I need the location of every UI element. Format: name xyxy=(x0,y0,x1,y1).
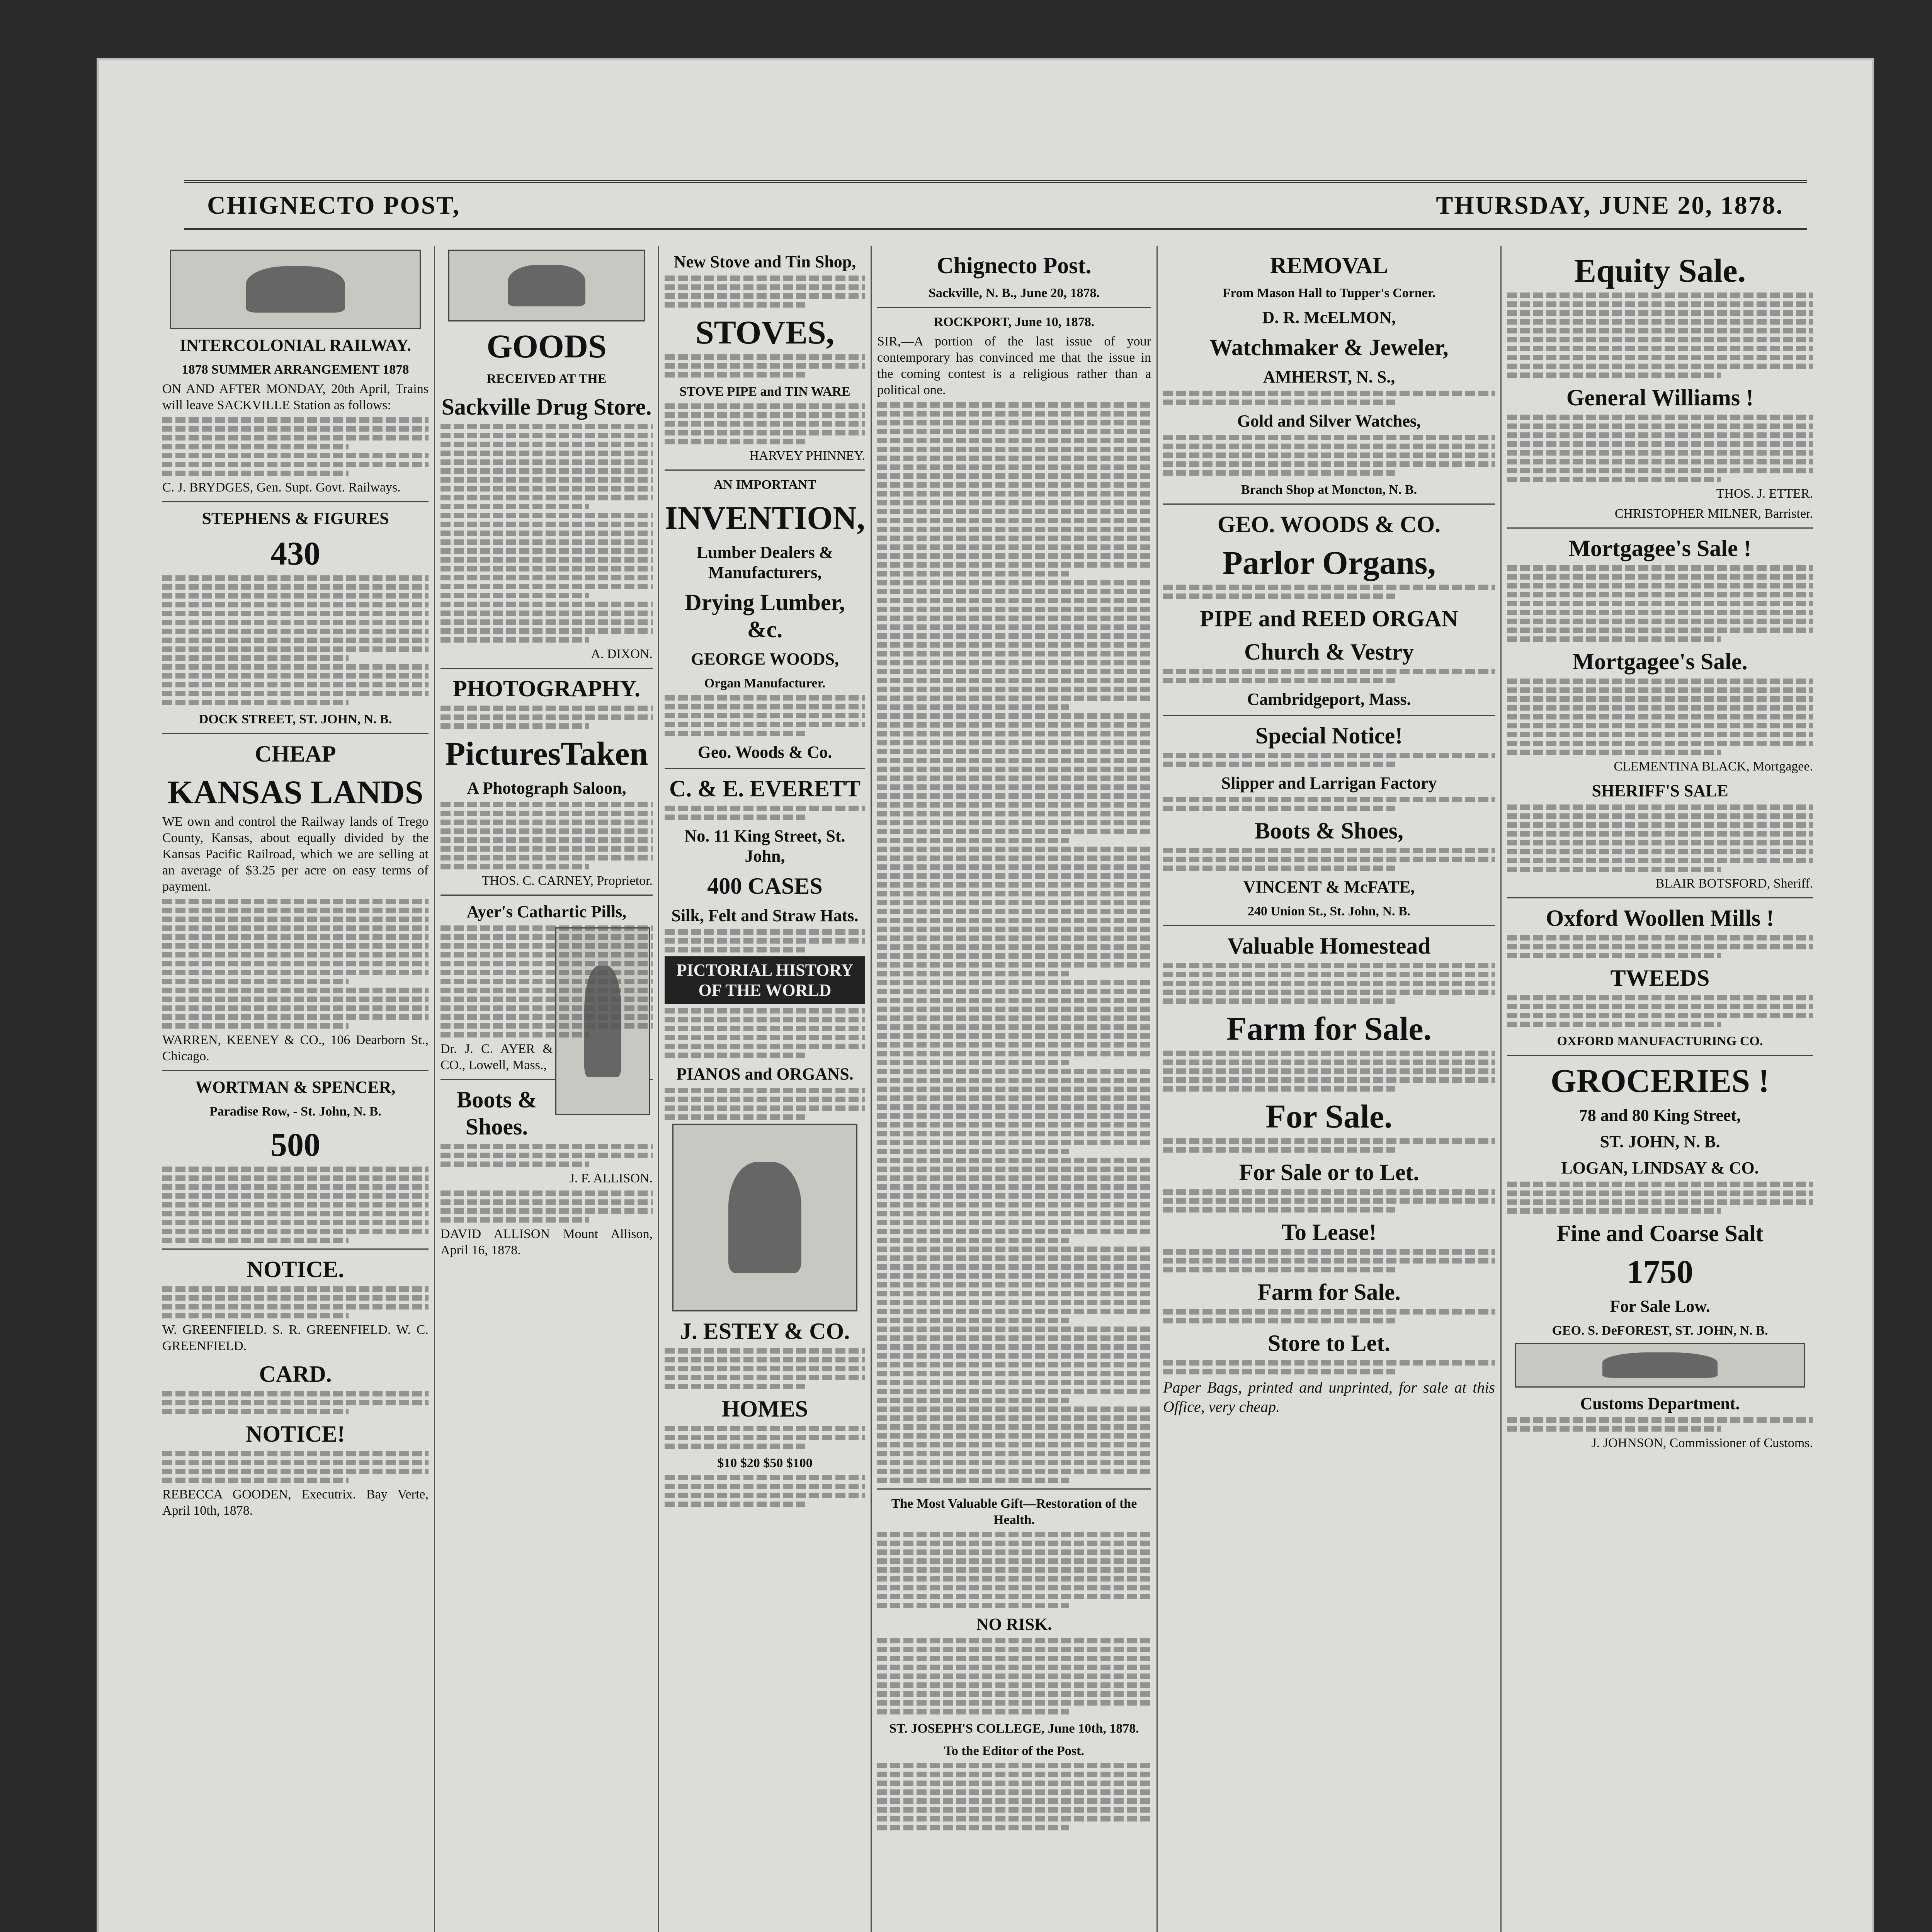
sheriff-sale-heading: SHERIFF'S SALE xyxy=(1592,781,1728,800)
farm-sale2-heading: Farm for Sale. xyxy=(1257,1279,1401,1305)
watchmaker-heading: Watchmaker & Jeweler, xyxy=(1209,335,1449,360)
drying-heading: Drying Lumber, &c. xyxy=(685,590,845,642)
lease-heading: To Lease! xyxy=(1281,1219,1377,1245)
goods-subheading: RECEIVED AT THE xyxy=(486,372,607,386)
stove-signature: HARVEY PHINNEY. xyxy=(749,449,865,463)
etter-signature: THOS. J. ETTER. xyxy=(1716,486,1813,501)
photo-signature: THOS. C. CARNEY, Proprietor. xyxy=(481,874,653,888)
organ-manufacturer: Organ Manufacturer. xyxy=(704,676,826,690)
deforest-signature: GEO. S. DeFOREST, ST. JOHN, N. B. xyxy=(1552,1323,1768,1338)
letter-dateline: ROCKPORT, June 10, 1878. xyxy=(934,315,1095,329)
for-sale-low: For Sale Low. xyxy=(1610,1297,1710,1316)
oxford-company: OXFORD MANUFACTURING CO. xyxy=(1557,1034,1763,1048)
stove-shop-heading: New Stove and Tin Shop, xyxy=(673,252,856,271)
milner-signature: CHRISTOPHER MILNER, Barrister. xyxy=(1614,507,1813,521)
store-let-heading: Store to Let. xyxy=(1267,1330,1391,1356)
stephens-heading: STEPHENS & FIGURES xyxy=(202,509,389,528)
estey-organ-illustration xyxy=(672,1124,857,1311)
editorial-heading: Chignecto Post. xyxy=(937,253,1092,278)
salt-bags-number: 1750 xyxy=(1627,1253,1693,1290)
salt-heading: Fine and Coarse Salt xyxy=(1556,1221,1764,1246)
groceries-address: 78 and 80 King Street, xyxy=(1579,1106,1741,1125)
paper-bags-notice: Paper Bags, printed and unprinted, for sale at this Office, very cheap. xyxy=(1163,1379,1495,1415)
vincent-address: 240 Union St., St. John, N. B. xyxy=(1247,904,1411,918)
george-woods: GEORGE WOODS, xyxy=(690,650,839,668)
for-sale-heading: For Sale. xyxy=(1265,1098,1393,1135)
boots-heading: Boots & Shoes. xyxy=(456,1087,537,1139)
column-3 xyxy=(659,246,872,1932)
pipe-organ-heading: PIPE and REED ORGAN xyxy=(1200,606,1458,631)
wortman-number: 500 xyxy=(270,1126,320,1163)
estey-heading: J. ESTEY & CO. xyxy=(680,1318,850,1344)
masthead xyxy=(184,180,1807,230)
notice-signature: W. GREENFIELD. S. R. GREENFIELD. W. C. GREENFIELD. xyxy=(162,1323,429,1353)
cambridgeport: Cambridgeport, Mass. xyxy=(1247,690,1411,709)
pictures-heading: PicturesTaken xyxy=(445,735,648,772)
removal-subheading: From Mason Hall to Tupper's Corner. xyxy=(1222,286,1436,300)
amherst-heading: AMHERST, N. S., xyxy=(1263,367,1395,386)
valuable-gift-heading: The Most Valuable Gift—Restoration of the Health. xyxy=(891,1497,1137,1527)
woods-heading: GEO. WOODS & CO. xyxy=(1217,512,1441,537)
column-6 xyxy=(1502,246,1818,1932)
sale-or-let-heading: For Sale or to Let. xyxy=(1239,1160,1419,1185)
crest-illustration xyxy=(1515,1343,1805,1388)
column-5 xyxy=(1158,246,1502,1932)
notice-heading: NOTICE. xyxy=(247,1257,344,1282)
railway-text: ON AND AFTER MONDAY, 20th April, Trains will leave SACKVILLE Station as follows: xyxy=(162,382,429,412)
everett-heading: C. & E. EVERETT xyxy=(669,776,861,801)
woods-company: Geo. Woods & Co. xyxy=(697,743,832,762)
vincent-heading: VINCENT & McFATE, xyxy=(1243,878,1415,896)
removal-heading: REMOVAL xyxy=(1270,253,1388,278)
johnson-signature: J. JOHNSON, Commissioner of Customs. xyxy=(1591,1436,1813,1450)
drugstore-heading: Sackville Drug Store. xyxy=(441,394,652,420)
editorial-dateline: Sackville, N. B., June 20, 1878. xyxy=(929,286,1100,300)
groceries-heading: GROCERIES ! xyxy=(1550,1062,1770,1099)
column-1 xyxy=(157,246,435,1932)
stephens-number: 430 xyxy=(270,535,320,572)
ticket-prices: $10 $20 $50 $100 xyxy=(717,1456,813,1470)
newspaper-page xyxy=(97,58,1874,1932)
cheap-heading: CHEAP xyxy=(255,741,336,767)
railway-heading: INTERCOLONIAL RAILWAY. xyxy=(179,336,412,355)
tweeds-heading: TWEEDS xyxy=(1610,965,1710,991)
everett-address: No. 11 King Street, St. John, xyxy=(684,827,845,866)
history-heading: PICTORIAL HISTORY OF THE WORLD xyxy=(665,956,865,1004)
ayer-signature: Dr. J. C. AYER & CO., Lowell, Mass., xyxy=(440,1042,553,1072)
column-4 xyxy=(872,246,1158,1932)
kansas-signature: WARREN, KEENEY & CO., 106 Dearborn St., Chicago. xyxy=(162,1033,429,1063)
pianos-heading: PIANOS and ORGANS. xyxy=(676,1065,854,1083)
drugstore-signature: A. DIXON. xyxy=(591,647,653,661)
black-signature: CLEMENTINA BLACK, Mortgagee. xyxy=(1614,759,1813,774)
botsford-signature: BLAIR BOTSFORD, Sheriff. xyxy=(1655,876,1813,891)
no-risk-heading: NO RISK. xyxy=(976,1615,1052,1634)
logan-heading: LOGAN, LINDSAY & CO. xyxy=(1561,1158,1759,1177)
ayer-heading: Ayer's Cathartic Pills, xyxy=(466,902,627,921)
photography-heading: PHOTOGRAPHY. xyxy=(452,676,641,701)
important-heading: AN IMPORTANT xyxy=(713,478,816,492)
oxford-mills-heading: Oxford Woollen Mills ! xyxy=(1546,905,1774,931)
parlor-organs-heading: Parlor Organs, xyxy=(1222,544,1436,581)
hats-heading: Silk, Felt and Straw Hats. xyxy=(671,906,859,925)
homes-heading: HOMES xyxy=(721,1396,808,1422)
homestead-heading: Valuable Homestead xyxy=(1227,933,1431,959)
cases-heading: 400 CASES xyxy=(707,873,823,899)
stovepipe-heading: STOVE PIPE and TIN WARE xyxy=(679,384,850,399)
invention-heading: INVENTION, xyxy=(665,499,865,536)
lumber-heading: Lumber Dealers & Manufacturers, xyxy=(696,543,833,582)
notice2-heading: NOTICE! xyxy=(246,1421,345,1447)
boots-shoes-heading: Boots & Shoes, xyxy=(1254,818,1404,844)
letter-opening: SIR,—A portion of the last issue of your contemporary has convinced me that the issue in the coming contest is a religious rather than a political one. xyxy=(877,334,1151,397)
church-vestry-heading: Church & Vestry xyxy=(1244,639,1414,665)
branch-shop: Branch Shop at Moncton, N. B. xyxy=(1241,483,1417,497)
letter-salutation: To the Editor of the Post. xyxy=(944,1744,1084,1758)
stoves-heading: STOVES, xyxy=(695,314,835,351)
equity-sale-heading: Equity Sale. xyxy=(1574,252,1746,289)
stephens-address: DOCK STREET, ST. JOHN, N. B. xyxy=(199,712,392,726)
saloon-heading: A Photograph Saloon, xyxy=(467,779,626,798)
issue-date: THURSDAY, JUNE 20, 1878. xyxy=(1436,191,1784,219)
mortgagee-sale-heading: Mortgagee's Sale ! xyxy=(1568,536,1752,561)
groceries-city: ST. JOHN, N. B. xyxy=(1600,1132,1720,1151)
college-dateline: ST. JOSEPH'S COLLEGE, June 10th, 1878. xyxy=(889,1721,1139,1736)
mcelmon-name: D. R. McELMON, xyxy=(1262,308,1396,327)
wortman-address: Paradise Row, - St. John, N. B. xyxy=(209,1104,381,1119)
train-illustration xyxy=(170,250,421,329)
gold-watches-heading: Gold and Silver Watches, xyxy=(1237,412,1421,430)
slipper-factory: Slipper and Larrigan Factory xyxy=(1221,774,1437,793)
mortar-pestle-illustration xyxy=(448,250,645,321)
card-heading: CARD. xyxy=(259,1361,332,1387)
column-2 xyxy=(435,246,659,1932)
kansas-text: WE own and control the Railway lands of Trego County, Kansas, about equally divided by the Kansas Pacific Railroad, which we are selling at an average of $3.25 per acre on easy terms of payment. xyxy=(162,815,429,894)
farm-sale-heading: Farm for Sale. xyxy=(1226,1010,1432,1047)
kansas-heading: KANSAS LANDS xyxy=(167,774,423,811)
wortman-heading: WORTMAN & SPENCER, xyxy=(195,1078,396,1097)
railway-subheading: 1878 SUMMER ARRANGEMENT 1878 xyxy=(182,362,409,377)
allison-signature: DAVID ALLISON Mount Allison, April 16, 1878. xyxy=(440,1227,653,1257)
notice2-signature: REBECCA GOODEN, Executrix. Bay Verte, April 10th, 1878. xyxy=(162,1487,429,1518)
paper-name: CHIGNECTO POST, xyxy=(207,191,461,219)
mortgagee-sale2-heading: Mortgagee's Sale. xyxy=(1572,649,1748,674)
general-williams-heading: General Williams ! xyxy=(1566,385,1754,410)
railway-signature: C. J. BRYDGES, Gen. Supt. Govt. Railways. xyxy=(162,480,401,495)
boots-signature: J. F. ALLISON. xyxy=(569,1171,653,1185)
customs-heading: Customs Department. xyxy=(1580,1394,1740,1413)
special-notice-heading: Special Notice! xyxy=(1255,723,1403,748)
goods-heading: GOODS xyxy=(486,328,607,365)
